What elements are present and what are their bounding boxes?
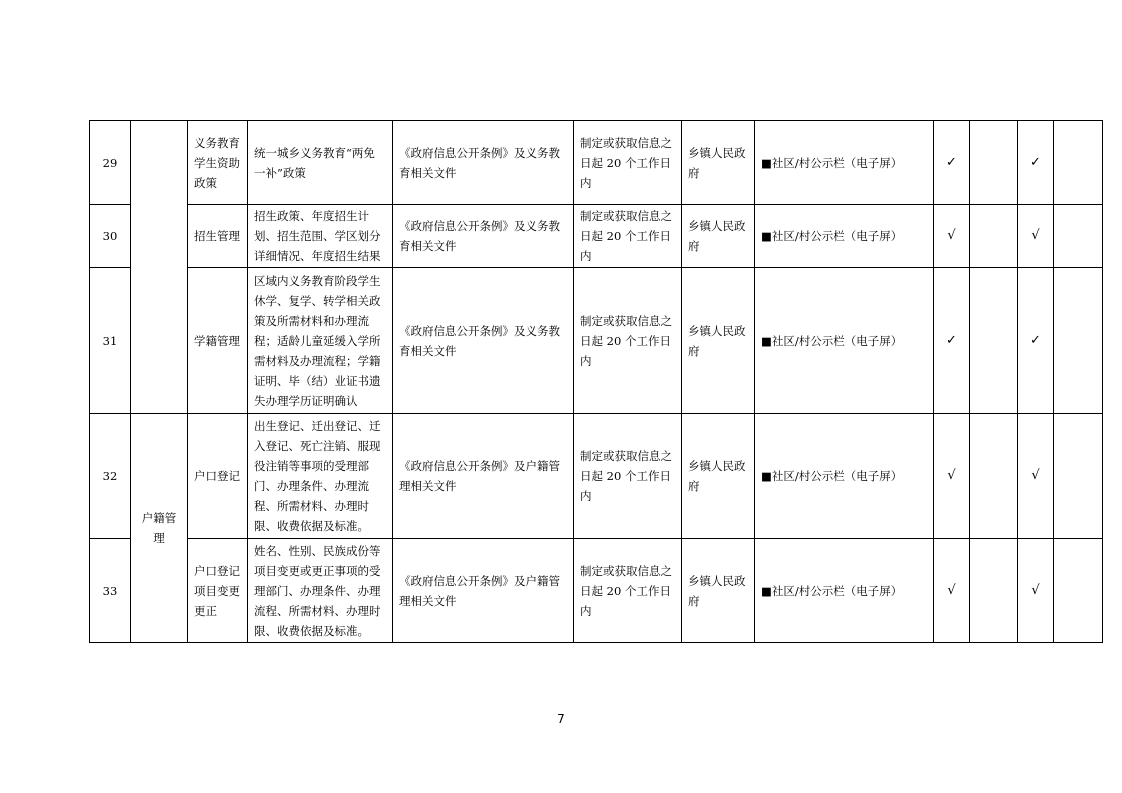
disclosure-content-cell: 招生政策、年度招生计划、招生范围、学区划分详细情况、年度招生结果 bbox=[248, 205, 393, 268]
disclosure-basis-cell: 《政府信息公开条例》及户籍管理相关文件 bbox=[393, 414, 574, 539]
sub-item-cell: 户口登记 bbox=[188, 414, 248, 539]
empty-check-cell bbox=[970, 539, 1018, 643]
disclosure-content-cell: 姓名、性别、民族成份等项目变更或更正事项的受理部门、办理条件、办理流程、所需材料、办理时限、收费依据及标准。 bbox=[248, 539, 393, 643]
row-number: 33 bbox=[90, 539, 131, 643]
table-row bbox=[90, 121, 1103, 205]
disclosure-content-cell: 统一城乡义务教育“两免一补”政策 bbox=[248, 121, 393, 205]
check-mark-cell: √ bbox=[934, 539, 970, 643]
table-row bbox=[90, 268, 1103, 414]
disclosure-channel-cell: ■社区/村公示栏（电子屏） bbox=[755, 121, 934, 205]
row-number: 30 bbox=[90, 205, 131, 268]
row-number: 29 bbox=[90, 121, 131, 205]
sub-item-cell: 义务教育学生资助政策 bbox=[188, 121, 248, 205]
empty-check-cell bbox=[970, 268, 1018, 414]
empty-check-cell bbox=[1054, 121, 1103, 205]
disclosure-subject-cell: 乡镇人民政府 bbox=[682, 414, 755, 539]
sub-item-cell: 招生管理 bbox=[188, 205, 248, 268]
time-limit-cell: 制定或获取信息之日起 20 个工作日内 bbox=[574, 539, 682, 643]
disclosure-content-cell: 出生登记、迁出登记、迁入登记、死亡注销、服现役注销等事项的受理部门、办理条件、办理流程、所需材料、办理时限、收费依据及标准。 bbox=[248, 414, 393, 539]
check-mark-cell: ✓ bbox=[934, 121, 970, 205]
check-mark-cell: √ bbox=[1018, 414, 1054, 539]
check-mark-cell: ✓ bbox=[1018, 268, 1054, 414]
sub-item-cell: 学籍管理 bbox=[188, 268, 248, 414]
disclosure-channel-cell: ■社区/村公示栏（电子屏） bbox=[755, 539, 934, 643]
row-number: 31 bbox=[90, 268, 131, 414]
disclosure-content-cell: 区域内义务教育阶段学生休学、复学、转学相关政策及所需材料和办理流程；适龄儿童延缓入学所需材料及办理流程；学籍证明、毕（结）业证书遗失办理学历证明确认 bbox=[248, 268, 393, 414]
disclosure-basis-cell: 《政府信息公开条例》及户籍管理相关文件 bbox=[393, 539, 574, 643]
row-number: 32 bbox=[90, 414, 131, 539]
empty-check-cell bbox=[1054, 539, 1103, 643]
empty-check-cell bbox=[1054, 205, 1103, 268]
table-row bbox=[90, 539, 1103, 643]
disclosure-subject-cell: 乡镇人民政府 bbox=[682, 268, 755, 414]
check-mark-cell: √ bbox=[1018, 539, 1054, 643]
category-cell-education bbox=[131, 121, 188, 414]
table-row bbox=[90, 414, 1103, 539]
disclosure-channel-cell: ■社区/村公示栏（电子屏） bbox=[755, 205, 934, 268]
disclosure-subject-cell: 乡镇人民政府 bbox=[682, 539, 755, 643]
page-number: 7 bbox=[557, 712, 565, 726]
check-mark-cell: √ bbox=[1018, 205, 1054, 268]
empty-check-cell bbox=[970, 414, 1018, 539]
category-cell-household: 户籍管理 bbox=[131, 414, 188, 643]
empty-check-cell bbox=[970, 205, 1018, 268]
check-mark-cell: √ bbox=[934, 414, 970, 539]
empty-check-cell bbox=[970, 121, 1018, 205]
disclosure-subject-cell: 乡镇人民政府 bbox=[682, 205, 755, 268]
disclosure-table bbox=[89, 120, 1103, 643]
disclosure-channel-cell: ■社区/村公示栏（电子屏） bbox=[755, 268, 934, 414]
check-mark-cell: √ bbox=[934, 205, 970, 268]
empty-check-cell bbox=[1054, 268, 1103, 414]
check-mark-cell: ✓ bbox=[1018, 121, 1054, 205]
time-limit-cell: 制定或获取信息之日起 20 个工作日内 bbox=[574, 205, 682, 268]
empty-check-cell bbox=[1054, 414, 1103, 539]
disclosure-subject-cell: 乡镇人民政府 bbox=[682, 121, 755, 205]
table-row bbox=[90, 205, 1103, 268]
disclosure-basis-cell: 《政府信息公开条例》及义务教育相关文件 bbox=[393, 268, 574, 414]
time-limit-cell: 制定或获取信息之日起 20 个工作日内 bbox=[574, 268, 682, 414]
time-limit-cell: 制定或获取信息之日起 20 个工作日内 bbox=[574, 121, 682, 205]
disclosure-basis-cell: 《政府信息公开条例》及义务教育相关文件 bbox=[393, 205, 574, 268]
sub-item-cell: 户口登记项目变更更正 bbox=[188, 539, 248, 643]
disclosure-channel-cell: ■社区/村公示栏（电子屏） bbox=[755, 414, 934, 539]
disclosure-basis-cell: 《政府信息公开条例》及义务教育相关文件 bbox=[393, 121, 574, 205]
check-mark-cell: ✓ bbox=[934, 268, 970, 414]
time-limit-cell: 制定或获取信息之日起 20 个工作日内 bbox=[574, 414, 682, 539]
